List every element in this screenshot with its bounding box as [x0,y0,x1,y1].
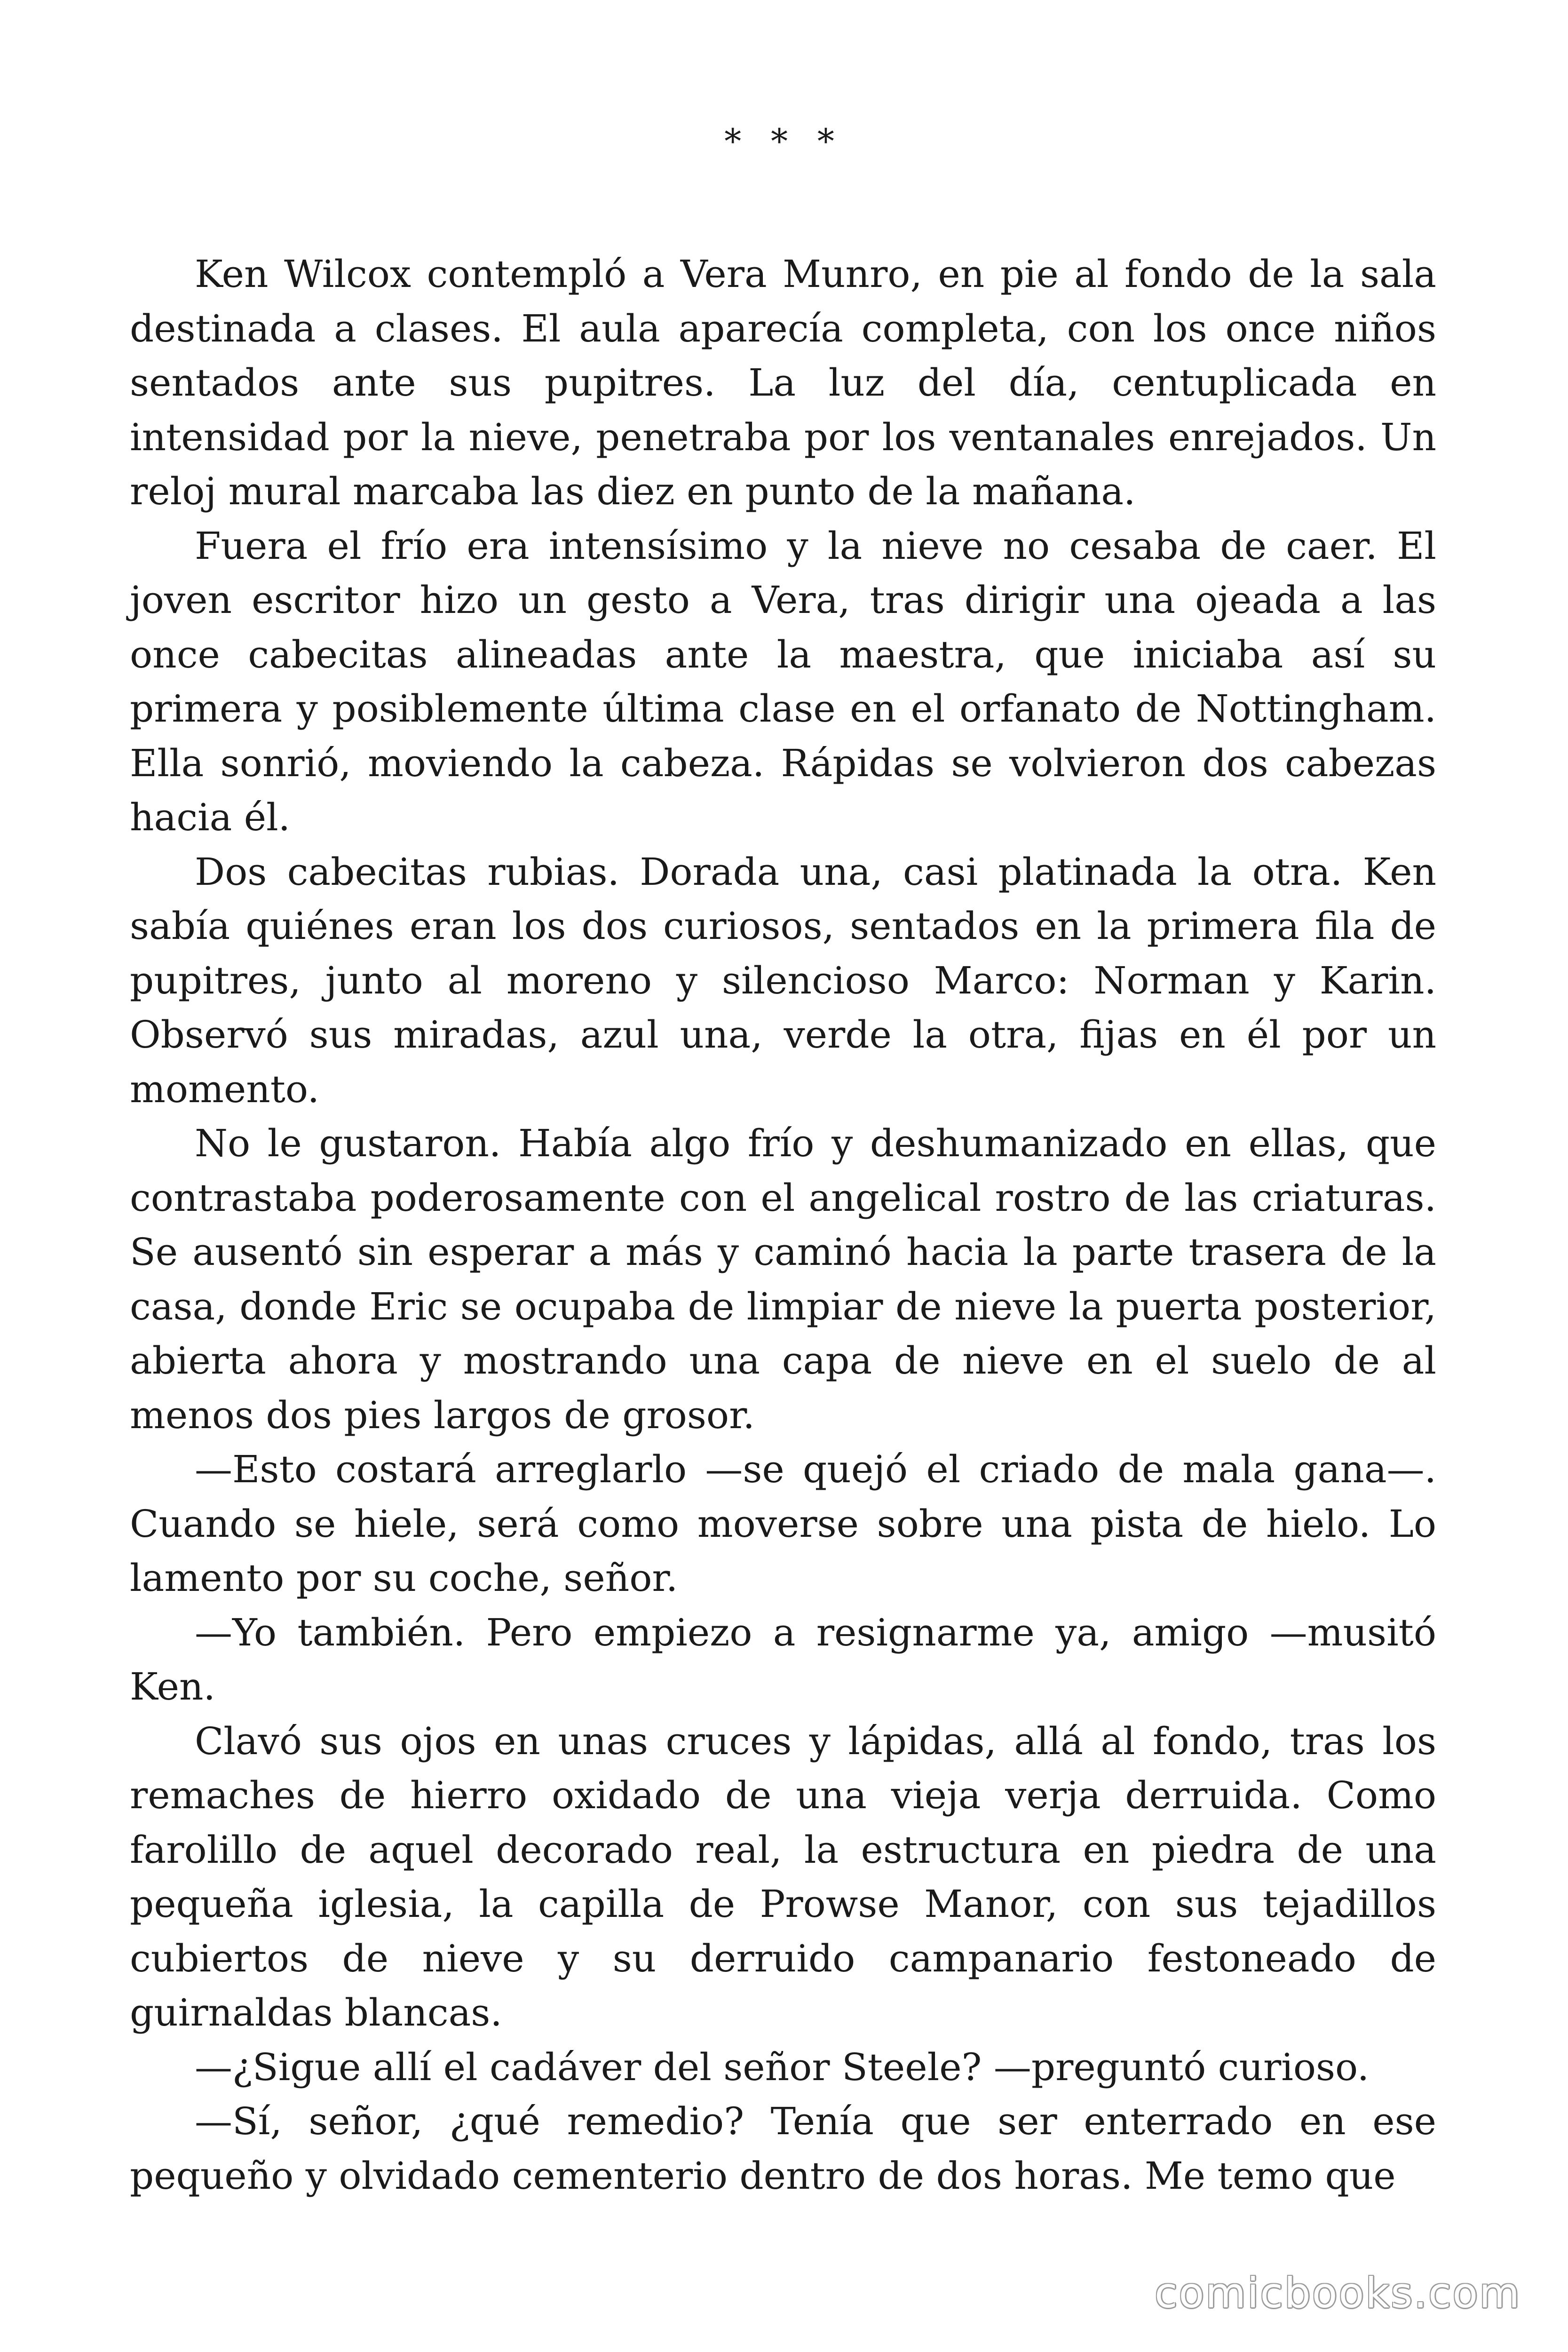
section-separator: * * * [724,121,844,161]
paragraph: No le gustaron. Había algo frío y deshumanizado en ellas, que contrastaba poderosamente con el angelical rostro de las criaturas. Se ausentó sin esperar a más y caminó hacia la parte trasera de la casa, donde Eric se ocupaba de limpiar de nieve la puerta posterior, abierta ahora y mostrando una capa de nieve en el suelo de al menos dos pies largos de grosor. [130,1121,1436,1437]
paragraph: Dos cabecitas rubias. Dorada una, casi platinada la otra. Ken sabía quiénes eran los dos curiosos, sentados en la primera fila de pupitres, junto al moreno y silencioso Marco: Norman y Karin. Observó sus miradas, azul una, verde la otra, fijas en él por un momento. [130,850,1436,1111]
text-body [130,247,1436,2203]
paragraph: Fuera el frío era intensísimo y la nieve no cesaba de caer. El joven escritor hizo un gesto a Vera, tras dirigir una ojeada a las once cabecitas alineadas ante la maestra, que iniciaba así su primera y posiblemente última clase en el orfanato de Nottingham. Ella sonrió, moviendo la cabeza. Rápidas se volvieron dos cabezas hacia él. [130,524,1436,839]
paragraph: —Yo también. Pero empiezo a resignarme ya, amigo —musitó Ken. [130,1610,1436,1708]
paragraph: —¿Sigue allí el cadáver del señor Steele? —preguntó curioso. [195,2045,1370,2089]
paragraph: Ken Wilcox contempló a Vera Munro, en pie al fondo de la sala destinada a clases. El aula aparecía completa, con los once niños sentados ante sus pupitres. La luz del día, centuplicada en intensidad por la nieve, penetraba por los ventanales enrejados. Un reloj mural marcaba las diez en punto de la mañana. [130,252,1436,513]
paragraph: —Sí, señor, ¿qué remedio? Tenía que ser enterrado en ese pequeño y olvidado cementerio dentro de dos horas. Me temo que [130,2099,1436,2198]
watermark: comicbooks.com [1154,2269,1521,2317]
paragraph: Clavó sus ojos en unas cruces y lápidas, allá al fondo, tras los remaches de hierro oxidado de una vieja verja derruida. Como farolillo de aquel decorado real, la estructura en piedra de una pequeña iglesia, la capilla de Prowse Manor, con sus tejadillos cubiertos de nieve y su derruido campanario festoneado de guirnaldas blancas. [130,1719,1436,2034]
paragraph: —Esto costará arreglarlo —se quejó el criado de mala gana—. Cuando se hiele, será como moverse sobre una pista de hielo. Lo lamento por su coche, señor. [130,1447,1436,1600]
